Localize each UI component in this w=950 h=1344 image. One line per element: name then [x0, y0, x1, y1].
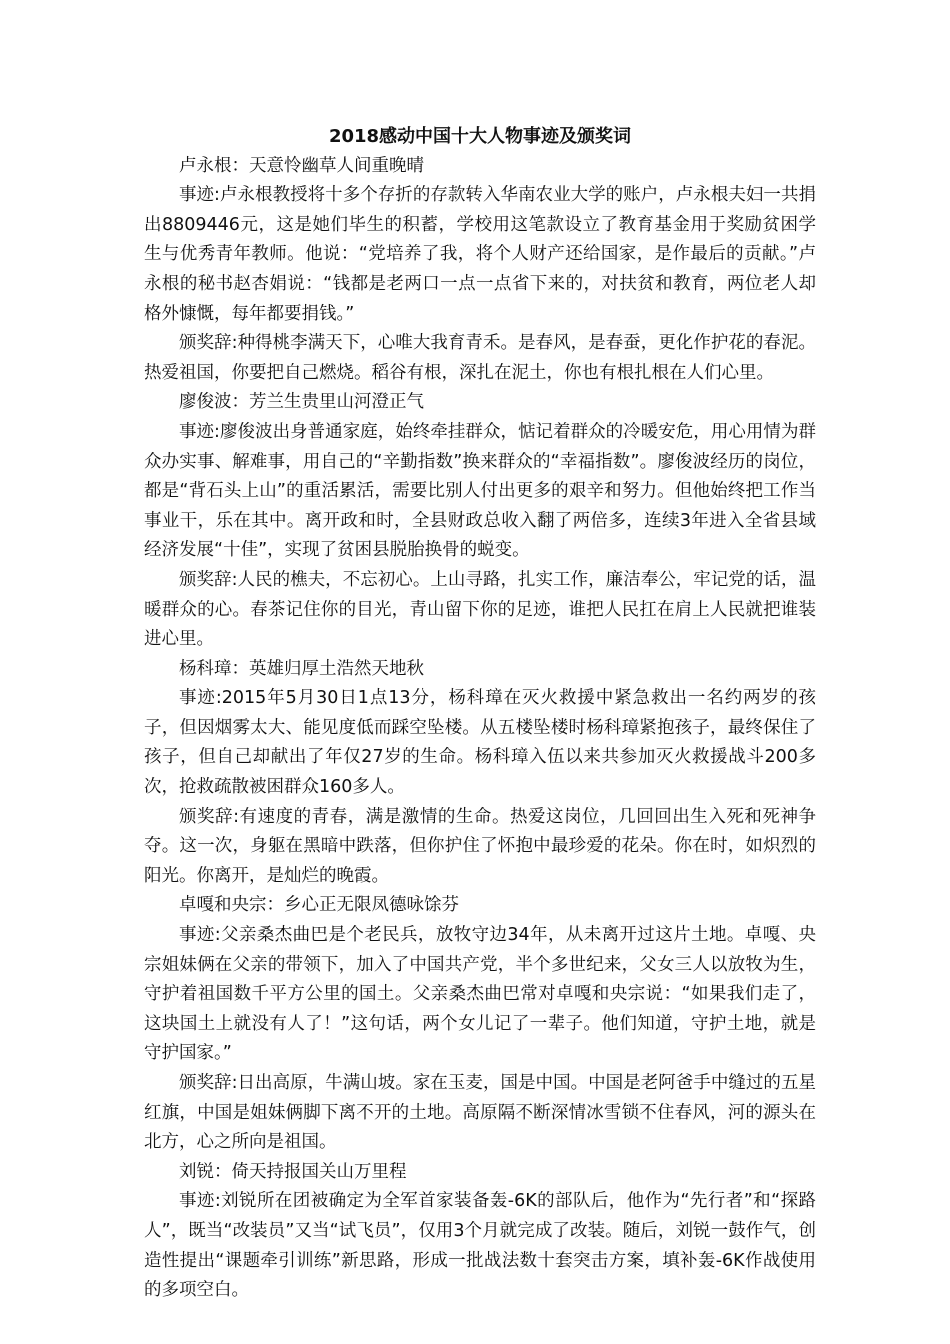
section-heading: 卢永根：天意怜幽草人间重晚晴 [179, 155, 424, 176]
section-citation: 颁奖辞:有速度的青春，满是激情的生命。热爱这岗位，几回回出生入死和死神争夺。这一次，身躯在黑暗中跌落，但你护住了怀抱中最珍爱的花朵。你在时，如炽烈的阳光。你离开，是灿烂的晚霞。 [144, 806, 816, 886]
section-deeds: 事迹:父亲桑杰曲巴是个老民兵，放牧守边34年，从未离开过这片土地。卓嘎、央宗姐妹俩在父亲的带领下，加入了中国共产党，半个多世纪来，父女三人以放牧为生，守护着祖国数千平方公里的国土。父亲桑杰曲巴常对卓嘎和央宗说：“如果我们走了，这块国土上就没有人了！”这句话，两个女儿记了一辈子。他们知道，守护土地，就是守护国家。” [144, 925, 816, 1064]
section-citation: 颁奖辞:日出高原，牛满山坡。家在玉麦，国是中国。中国是老阿爸手中缝过的五星红旗，中国是姐妹俩脚下离不开的土地。高原隔不断深情冰雪锁不住春风，河的源头在北方，心之所向是祖国。 [144, 1073, 816, 1153]
section-citation: 颁奖辞:种得桃李满天下，心唯大我育青禾。是春风，是春蚕，更化作护花的春泥。热爱祖国，你要把自己燃烧。稻谷有根，深扎在泥土，你也有根扎根在人们心里。 [144, 333, 816, 383]
document-page [144, 122, 816, 1306]
section-heading: 廖俊波：芳兰生贵里山河澄正气 [179, 392, 424, 413]
document-title: 2018感动中国十大人物事迹及颁奖词 [328, 126, 632, 147]
section-heading: 杨科璋：英雄归厚土浩然天地秋 [179, 658, 424, 679]
section-deeds: 事迹:2015年5月30日1点13分，杨科璋在灭火救援中紧急救出一名约两岁的孩子，但因烟雾太大、能见度低而踩空坠楼。从五楼坠楼时杨科璋紧抱孩子，最终保住了孩子，但自己却献出了年仅27岁的生命。杨科璋入伍以来共参加灭火救援战斗200多次，抢救疏散被困群众160多人。 [144, 688, 816, 798]
section-heading: 刘锐：倚天持报国关山万里程 [179, 1161, 407, 1182]
section-heading: 卓嘎和央宗：乡心正无限凤德咏馀芬 [179, 895, 459, 916]
section-deeds: 事迹:卢永根教授将十多个存折的存款转入华南农业大学的账户，卢永根夫妇一共捐出8809446元，这是她们毕生的积蓄，学校用这笔款设立了教育基金用于奖励贫困学生与优秀青年教师。他说：“党培养了我，将个人财产还给国家，是作最后的贡献。”卢永根的秘书赵杏娟说：“钱都是老两口一点一点省下来的，对扶贫和教育，两位老人却格外慷慨，每年都要捐钱。” [144, 185, 816, 324]
section-citation: 颁奖辞:人民的樵夫，不忘初心。上山寻路，扎实工作，廉洁奉公，牢记党的话，温暖群众的心。春茶记住你的目光，青山留下你的足迹，谁把人民扛在肩上人民就把谁装进心里。 [144, 569, 816, 650]
section-deeds: 事迹:刘锐所在团被确定为全军首家装备轰-6K的部队后，他作为“先行者”和“探路人”，既当“改装员”又当“试飞员”，仅用3个月就完成了改装。随后，刘锐一鼓作气，创造性提出“课题牵引训练”新思路，形成一批战法数十套突击方案，填补轰-6K作战使用的多项空白。 [144, 1191, 816, 1301]
section-deeds: 事迹:廖俊波出身普通家庭，始终牵挂群众，惦记着群众的冷暖安危，用心用情为群众办实事、解难事，用自己的“辛勤指数”换来群众的“幸福指数”。廖俊波经历的岗位，都是“背石头上山”的重活累活，需要比别人付出更多的艰辛和努力。但他始终把工作当事业干，乐在其中。离开政和时，全县财政总收入翻了两倍多，连续3年进入全省县域经济发展“十佳”，实现了贫困县脱胎换骨的蜕变。 [144, 421, 816, 561]
